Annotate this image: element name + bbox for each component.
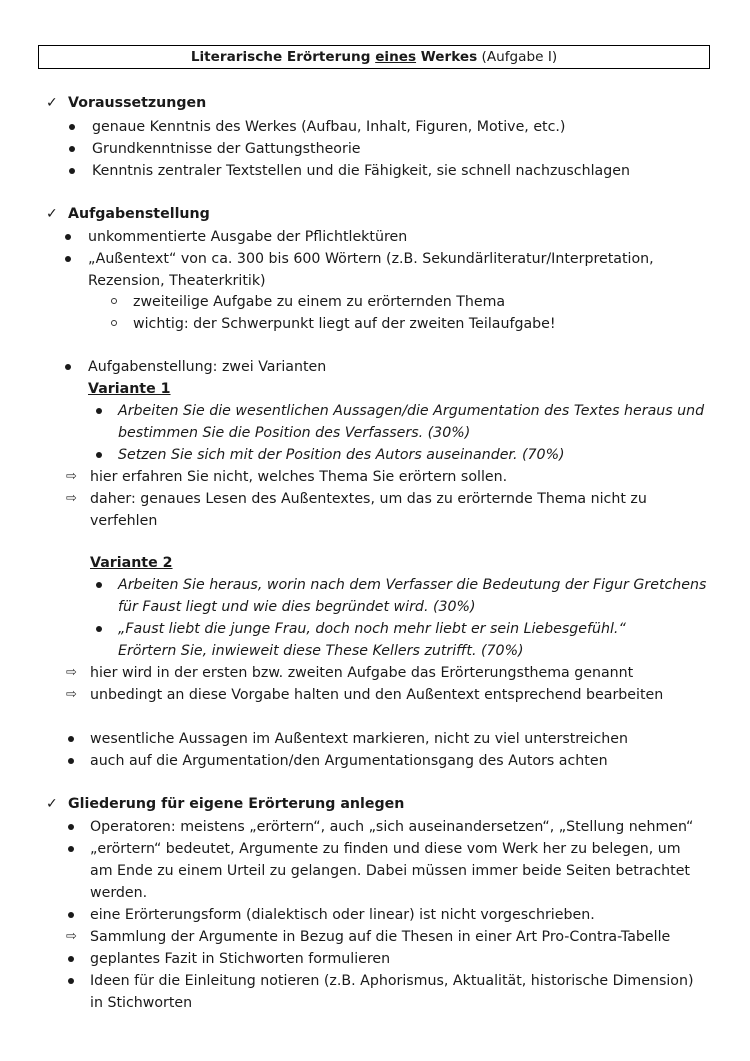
title-part-2: eines	[375, 49, 417, 65]
list-item: auch auf die Argumentation/den Argumentationsgang des Autors achten	[90, 753, 608, 769]
arrow-right-icon: ⇨	[66, 687, 77, 702]
bullet-icon	[65, 234, 71, 240]
note-item: hier erfahren Sie nicht, welches Thema Sie erörtern sollen.	[90, 469, 508, 485]
task-item-continuation: für Faust liegt und wie dies begründet wird. (30%)	[118, 599, 476, 615]
list-item: Ideen für die Einleitung notieren (z.B. Aphorismus, Aktualität, historische Dimension)	[90, 973, 694, 989]
arrow-right-icon: ⇨	[66, 929, 77, 944]
list-item-continuation: Rezension, Theaterkritik)	[88, 273, 266, 289]
checkmark-icon: ✓	[46, 95, 58, 111]
note-item: hier wird in der ersten bzw. zweiten Aufgabe das Erörterungsthema genannt	[90, 665, 634, 681]
bullet-icon	[96, 626, 102, 632]
list-item: wesentliche Aussagen im Außentext markieren, nicht zu viel unterstreichen	[90, 731, 628, 747]
task-item: „Faust liebt die junge Frau, doch noch mehr liebt er sein Liebesgefühl.“	[118, 621, 626, 637]
list-item-continuation: in Stichworten	[90, 995, 193, 1011]
arrow-right-icon: ⇨	[66, 469, 77, 484]
task-item: Arbeiten Sie heraus, worin nach dem Verfasser die Bedeutung der Figur Gretchens	[118, 577, 707, 593]
hollow-bullet-icon	[111, 320, 117, 326]
bullet-icon	[65, 364, 71, 370]
sub-list-item: zweiteilige Aufgabe zu einem zu erörternden Thema	[133, 294, 506, 310]
note-item: daher: genaues Lesen des Außentextes, um das zu erörternde Thema nicht zu	[90, 491, 647, 507]
list-item-continuation: am Ende zu einem Urteil zu gelangen. Dabei müssen immer beide Seiten betrachtet	[90, 863, 690, 879]
section-heading-aufgabenstellung: Aufgabenstellung	[68, 206, 210, 222]
list-item: „Außentext“ von ca. 300 bis 600 Wörtern (z.B. Sekundärliteratur/Interpretation,	[88, 251, 654, 267]
title-part-3: Werkes	[416, 49, 478, 65]
note-item: Sammlung der Argumente in Bezug auf die Thesen in einer Art Pro-Contra-Tabelle	[90, 929, 671, 945]
bullet-icon	[96, 582, 102, 588]
bullet-icon	[69, 124, 75, 130]
page-title	[38, 45, 710, 69]
note-item: unbedingt an diese Vorgabe halten und den Außentext entsprechend bearbeiten	[90, 687, 664, 703]
arrow-right-icon: ⇨	[66, 665, 77, 680]
variante-2-label: Variante 2	[90, 555, 173, 571]
bullet-icon	[68, 978, 74, 984]
list-item: Kenntnis zentraler Textstellen und die Fähigkeit, sie schnell nachzuschlagen	[92, 163, 630, 179]
checkmark-icon: ✓	[46, 796, 58, 812]
bullet-icon	[96, 452, 102, 458]
list-item: geplantes Fazit in Stichworten formulieren	[90, 951, 391, 967]
list-item: genaue Kenntnis des Werkes (Aufbau, Inhalt, Figuren, Motive, etc.)	[92, 119, 566, 135]
list-item: „erörtern“ bedeutet, Argumente zu finden und diese vom Werk her zu belegen, um	[90, 841, 681, 857]
bullet-icon	[68, 758, 74, 764]
variante-1-label: Variante 1	[88, 381, 171, 397]
note-item-continuation: verfehlen	[90, 513, 158, 529]
title-part-1: Literarische Erörterung	[190, 49, 376, 65]
bullet-icon	[65, 256, 71, 262]
bullet-icon	[69, 168, 75, 174]
bullet-icon	[68, 956, 74, 962]
list-item: Aufgabenstellung: zwei Varianten	[88, 359, 327, 375]
list-item: Operatoren: meistens „erörtern“, auch „sich auseinandersetzen“, „Stellung nehmen“	[90, 819, 694, 835]
section-heading-voraussetzungen: Voraussetzungen	[68, 95, 207, 111]
title-part-4: (Aufgabe I)	[477, 49, 558, 65]
task-item-continuation: bestimmen Sie die Position des Verfassers. (30%)	[118, 425, 471, 441]
task-item: Arbeiten Sie die wesentlichen Aussagen/die Argumentation des Textes heraus und	[118, 403, 705, 419]
bullet-icon	[69, 146, 75, 152]
bullet-icon	[68, 824, 74, 830]
checkmark-icon: ✓	[46, 206, 58, 222]
task-item-continuation: Erörtern Sie, inwieweit diese These Kellers zutrifft. (70%)	[118, 643, 524, 659]
bullet-icon	[68, 846, 74, 852]
sub-list-item: wichtig: der Schwerpunkt liegt auf der zweiten Teilaufgabe!	[133, 316, 556, 332]
arrow-right-icon: ⇨	[66, 491, 77, 506]
section-heading-gliederung: Gliederung für eigene Erörterung anlegen	[68, 796, 405, 812]
list-item: unkommentierte Ausgabe der Pflichtlektüren	[88, 229, 408, 245]
list-item-continuation: werden.	[90, 885, 148, 901]
list-item: Grundkenntnisse der Gattungstheorie	[92, 141, 361, 157]
bullet-icon	[96, 408, 102, 414]
task-item: Setzen Sie sich mit der Position des Autors auseinander. (70%)	[118, 447, 565, 463]
bullet-icon	[68, 912, 74, 918]
list-item: eine Erörterungsform (dialektisch oder linear) ist nicht vorgeschrieben.	[90, 907, 595, 923]
bullet-icon	[68, 736, 74, 742]
hollow-bullet-icon	[111, 298, 117, 304]
